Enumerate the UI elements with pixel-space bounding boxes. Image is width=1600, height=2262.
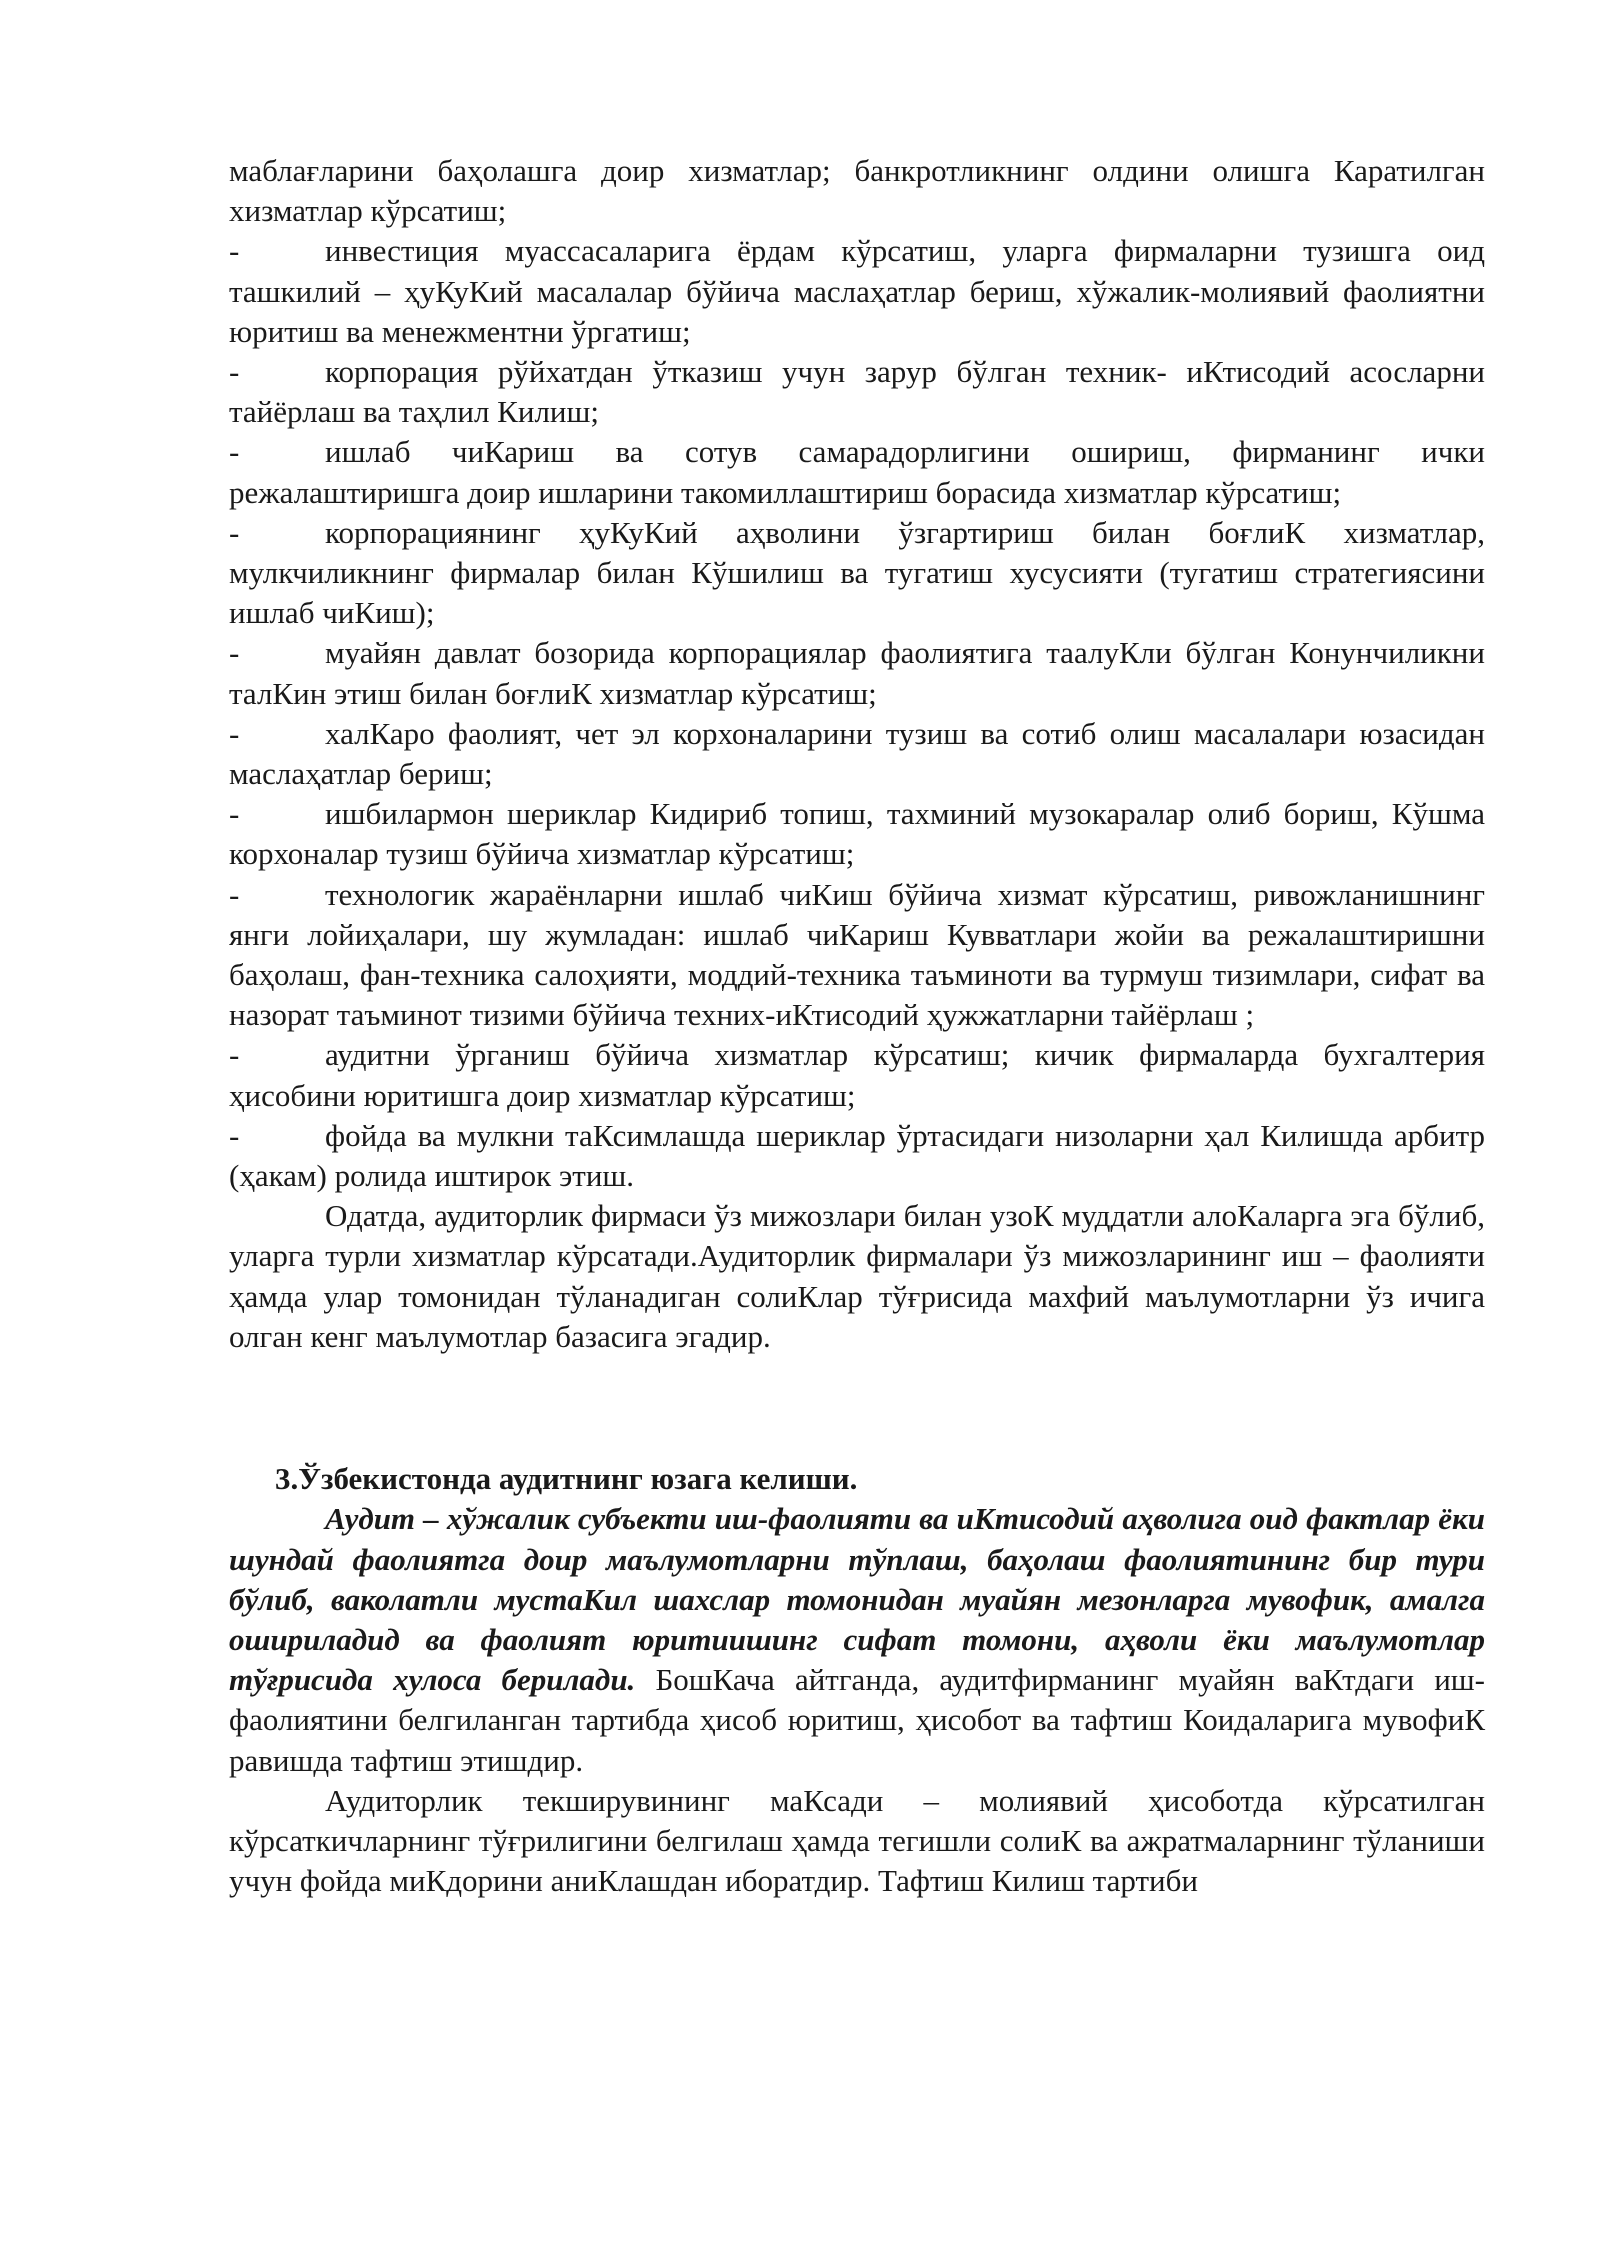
list-item [229,633,1485,713]
list-item-text: корпорациянинг ҳуКуКий аҳволини ўзгартириш билан боғлиК хизматлар, мулкчиликнинг фирмалар билан Кўшилиш ва тугатиш хусусияти (тугатиш стратегиясини ишлаб чиКиш); [229,514,1485,631]
paragraph-audit-firms: Одатда, аудиторлик фирмаси ўз мижозлари билан узоК муддатли алоКаларга эга бўлиб, уларга турли хизматлар кўрсатади.Аудиторлик фирмалари ўз мижозларининг иш – фаолияти ҳамда улар томонидан тўланадиган солиКлар тўғрисида махфий маълумотларни ўз ичига олган кенг маълумотлар базасига эгадир. [229,1198,1485,1354]
spacer [229,1357,1485,1459]
list-item [229,432,1485,512]
list-item-text: технологик жараёнларни ишлаб чиКиш бўйича хизмат кўрсатиш, ривожланишнинг янги лойиҳалари, шу жумладан: ишлаб чиКариш Кувватлари жойи ва режалаштиришни баҳолаш, фан-техника салоҳияти, моддий-техника таъминоти ва турмуш тизимлари, сифат ва назорат таъминот тизими бўйича техних-иКтисодий ҳужжатларни тайёрлаш ; [229,876,1485,1033]
section-heading: 3.Ўзбекистонда аудитнинг юзага келиши. [275,1461,858,1497]
list-item [229,794,1485,874]
list-item-text: ишлаб чиКариш ва сотув самарадорлигини ошириш, фирманинг ички режалаштиришга доир ишларини такомиллаштириш борасида хизматлар кўрсатиш; [229,434,1485,510]
list-item-text: корпорация рўйхатдан ўтказиш учун зарур бўлган техник- иКтисодий асосларни тайёрлаш ва таҳлил Килиш; [229,354,1485,430]
list-bullet: - [229,354,240,390]
paragraph-audit-definition [229,1499,1485,1780]
definition-bold-italic: Аудит – хўжалик субъекти иш-фаолияти ва иКтисодий аҳволига оид фактлар ёки шундай фаолиятга доир маълумотларни тўплаш, баҳолаш фаолиятининг бир тури бўлиб, ваколатли мустаКил шахслар томонидан муайян мезонларга мувофик, амалга ошириладид ва фаолият юритиишинг сифат томони, аҳволи ёки маълумотлар тўғрисида хулоса берилади. [229,1501,1485,1698]
list-item [229,875,1485,1036]
list-item [229,1116,1485,1196]
list-bullet: - [229,434,240,470]
list-item [229,352,1485,432]
paragraph-audit-purpose: Аудиторлик текширувининг маКсади – молиявий ҳисоботда кўрсатилган кўрсаткичларнинг тўғрилигини белгилаш ҳамда тегишли солиК ва ажратмаларнинг тўланиши учун фойда миКдорини аниКлашдан иборатдир. Тафтиш Килиш тартиби [229,1782,1485,1899]
intro-paragraph: маблағларини баҳолашга доир хизматлар; банкротликнинг олдини олишга Каратилган хизматлар кўрсатиш; [229,153,1485,229]
list-bullet: - [229,514,240,550]
list-bullet: - [229,635,240,671]
list-item-text: инвестиция муассасаларига ёрдам кўрсатиш, уларга фирмаларни тузишга оид ташкилий – ҳуКуКий масалалар бўйича маслаҳатлар бериш, хўжалик-молиявий фаолиятни юритиш ва менежментни ўргатиш; [229,233,1485,349]
list-item-text: халКаро фаолият, чет эл корхоналарини тузиш ва сотиб олиш масалалари юзасидан маслаҳатлар бериш; [229,715,1485,792]
definition-rest: БошКача айтганда, аудитфирманинг муайян ваКтдаги иш-фаолиятини белгиланган тартибда ҳисоб юритиш, ҳисобот ва тафтиш Коидаларига мувофиК равишда тафтиш этишдир. [229,1662,1485,1778]
list-bullet: - [229,876,240,912]
list-item [229,714,1485,794]
list-item-text: аудитни ўрганиш бўйича хизматлар кўрсатиш; кичик фирмаларда бухгалтерия ҳисобини юритишга доир хизматлар кўрсатиш; [229,1037,1485,1113]
list-bullet: - [229,1037,240,1073]
list-item-text: муайян давлат бозорида корпорациялар фаолиятига таалуКли бўлган Конунчиликни талКин этиш билан боғлиК хизматлар кўрсатиш; [229,635,1485,711]
list-bullet: - [229,1117,240,1153]
services-list [229,231,1485,1196]
list-bullet: - [229,715,240,751]
list-item [229,231,1485,352]
list-item [229,1035,1485,1115]
list-item [229,513,1485,634]
document-page [229,151,1485,1901]
list-item-text: ишбилармон шериклар Кидириб топиш, тахминий музокаралар олиб бориш, Кўшма корхоналар тузиш бўйича хизматлар кўрсатиш; [229,796,1485,872]
list-bullet: - [229,796,240,832]
list-bullet: - [229,233,240,269]
list-item-text: фойда ва мулкни таКсимлашда шериклар ўртасидаги низоларни ҳал Килишда арбитр (ҳакам) ролида иштирок этиш. [229,1117,1485,1194]
